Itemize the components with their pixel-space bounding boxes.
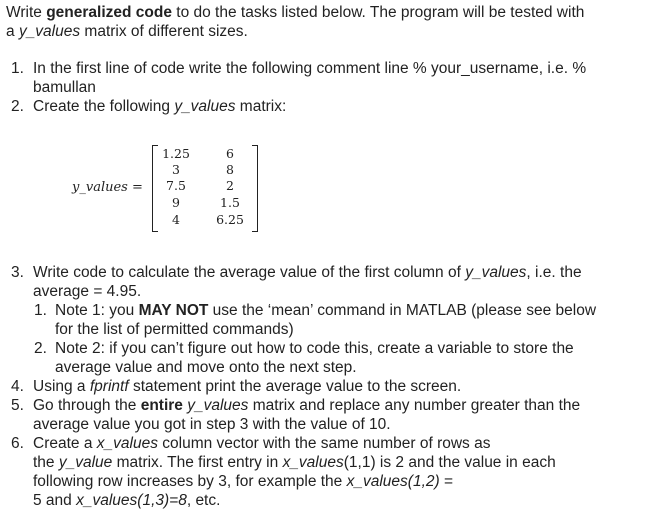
list-number: 2. [34, 340, 47, 357]
intro-line-1: Write generalized code to do the tasks listed below. The program will be tested with [6, 4, 585, 21]
matrix-cell: 2 [226, 178, 234, 193]
matrix-cell: 4 [172, 212, 180, 227]
list-text-line-2: the y_value matrix. The first entry in x_values(1,1) is 2 and the value in each [33, 454, 556, 471]
matrix-cell: 1.25 [162, 146, 190, 161]
list-number: 5. [11, 397, 24, 414]
matrix-cell: 6 [226, 146, 234, 161]
list-text-line-4: 5 and x_values(1,3)=8, etc. [33, 492, 221, 509]
list-text: In the first line of code write the following comment line % your_username, i.e. % [33, 60, 587, 77]
list-text-line-2: average value and move onto the next step. [55, 359, 357, 376]
list-text: Using a fprintf statement print the average value to the screen. [33, 378, 462, 395]
intro-bold: generalized code [46, 4, 172, 21]
list-text-line-2: bamullan [33, 79, 96, 96]
list-text-line-2: average = 4.95. [33, 283, 142, 300]
matrix-right-bracket [252, 145, 258, 232]
matrix-label: y_values = [72, 180, 143, 195]
list-number: 1. [11, 60, 24, 77]
list-text: Create a x_values column vector with the same number of rows as [33, 435, 491, 452]
list-number: 3. [11, 264, 24, 281]
list-text: Note 2: if you can’t figure out how to code this, create a variable to store the [55, 340, 574, 357]
list-number: 4. [11, 378, 24, 395]
intro-paragraph [6, 3, 636, 41]
list-text: Write code to calculate the average value of the first column of y_values, i.e. the [33, 264, 582, 281]
matrix-cell: 9 [172, 195, 180, 210]
intro-line-2: a y_values matrix of different sizes. [6, 23, 248, 40]
matrix-cell: 3 [172, 162, 180, 177]
matrix-cell: 8 [226, 162, 234, 177]
list-text: Create the following y_values matrix: [33, 98, 287, 115]
list-text: Go through the entire y_values matrix and replace any number greater than the [33, 397, 581, 414]
list-text-line-3: following row increases by 3, for example the x_values(1,2) = [33, 473, 454, 490]
list-text-line-2: average value you got in step 3 with the value of 10. [33, 416, 391, 433]
matrix-cell: 1.5 [220, 195, 240, 210]
matrix-cell: 6.25 [216, 212, 244, 227]
matrix-cell: 7.5 [166, 178, 186, 193]
list-number: 2. [11, 98, 24, 115]
list-number: 6. [11, 435, 24, 452]
list-text-line-2: for the list of permitted commands) [55, 321, 294, 338]
list-text: Note 1: you MAY NOT use the ‘mean’ command in MATLAB (please see below [55, 302, 597, 319]
list-number: 1. [34, 302, 47, 319]
